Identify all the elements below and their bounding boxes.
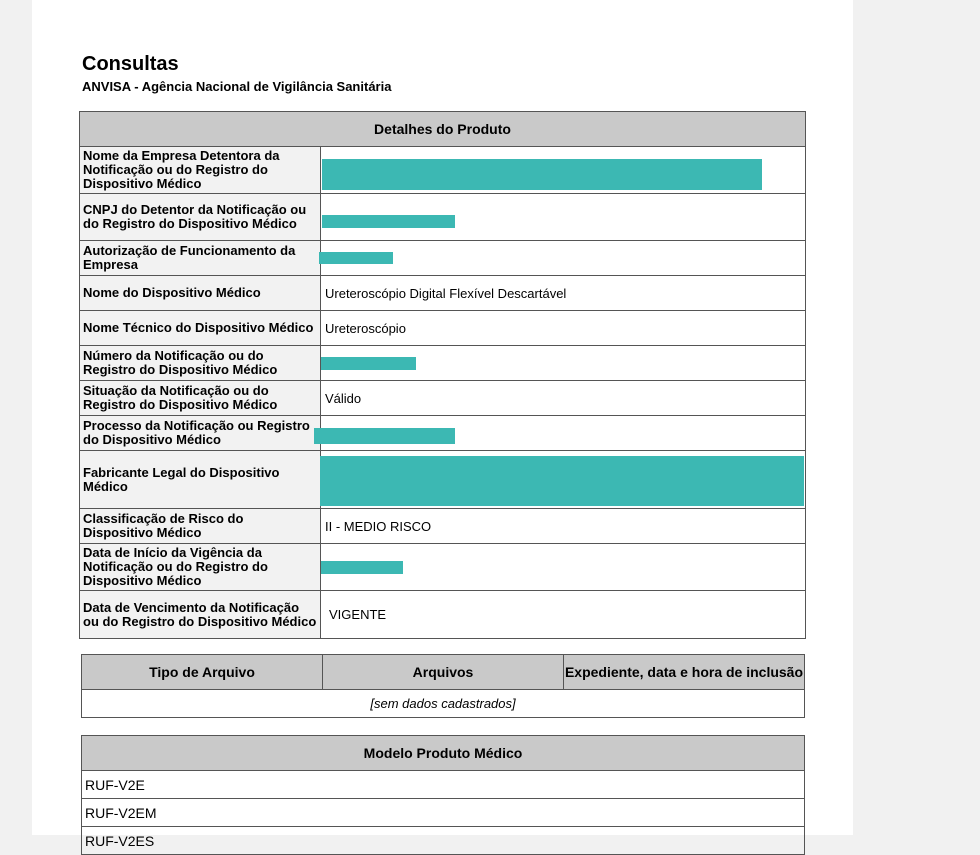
details-row <box>80 311 805 346</box>
files-empty-message: [sem dados cadastrados] <box>370 696 516 711</box>
models-table <box>81 735 805 855</box>
details-label: Autorização de Funcionamento da Empresa <box>80 241 321 275</box>
redaction-block <box>321 561 403 574</box>
details-value <box>321 276 805 310</box>
files-table <box>81 654 805 718</box>
details-row <box>80 591 805 638</box>
details-row <box>80 544 805 591</box>
details-value <box>321 544 805 590</box>
redaction-block <box>314 428 455 444</box>
details-label: Nome do Dispositivo Médico <box>80 276 321 310</box>
details-label: Fabricante Legal do Dispositivo Médico <box>80 451 321 508</box>
details-value <box>321 451 805 508</box>
details-value-text: II - MEDIO RISCO <box>325 518 432 534</box>
redaction-block <box>319 252 393 264</box>
model-row: RUF-V2EM <box>82 799 804 827</box>
redaction-block <box>321 357 416 370</box>
details-label: Classificação de Risco do Dispositivo Médico <box>80 509 321 543</box>
details-value <box>321 509 805 543</box>
details-row <box>80 194 805 241</box>
details-label: CNPJ do Detentor da Notificação ou do Registro do Dispositivo Médico <box>80 194 321 240</box>
page-subtitle: ANVISA - Agência Nacional de Vigilância Sanitária <box>82 79 392 94</box>
files-column-header: Expediente, data e hora de inclusão <box>564 664 804 680</box>
details-value <box>321 416 805 450</box>
details-value <box>321 241 805 275</box>
details-label: Número da Notificação ou do Registro do Dispositivo Médico <box>80 346 321 380</box>
model-row: RUF-V2ES <box>82 827 804 855</box>
model-row: RUF-V2E <box>82 771 804 799</box>
redaction-block <box>322 215 455 228</box>
details-value-text: VIGENTE <box>329 607 387 622</box>
details-label: Data de Início da Vigência da Notificação ou do Registro do Dispositivo Médico <box>80 544 321 590</box>
details-row <box>80 416 805 451</box>
product-details-table <box>79 111 806 639</box>
details-value-text: Ureteroscópio Digital Flexível Descartável <box>325 285 567 301</box>
files-header-row <box>82 655 804 690</box>
details-row <box>80 346 805 381</box>
document-page <box>32 0 853 849</box>
details-value-text: Ureteroscópio <box>325 320 406 336</box>
details-value <box>321 147 805 193</box>
details-title: Detalhes do Produto <box>80 112 805 147</box>
files-column-header: Tipo de Arquivo <box>82 655 323 689</box>
details-row <box>80 451 805 509</box>
details-value <box>321 381 805 415</box>
details-label: Nome da Empresa Detentora da Notificação ou do Registro do Dispositivo Médico <box>80 147 321 193</box>
files-column-header: Arquivos <box>323 655 564 689</box>
details-row <box>80 509 805 544</box>
redaction-block <box>322 159 762 190</box>
details-value <box>321 194 805 240</box>
details-label: Processo da Notificação ou Registro do Dispositivo Médico <box>80 416 321 450</box>
details-value <box>321 591 805 638</box>
details-row <box>80 147 805 194</box>
details-label: Situação da Notificação ou do Registro do Dispositivo Médico <box>80 381 321 415</box>
details-value <box>321 311 805 345</box>
details-row <box>80 381 805 416</box>
details-label: Nome Técnico do Dispositivo Médico <box>80 311 321 345</box>
details-value-text: Válido <box>325 390 362 406</box>
details-row <box>80 241 805 276</box>
redaction-block <box>320 456 804 506</box>
details-row <box>80 276 805 311</box>
page-title: Consultas <box>82 53 179 75</box>
details-value <box>321 346 805 380</box>
details-label: Data de Vencimento da Notificação ou do Registro do Dispositivo Médico <box>80 591 321 638</box>
models-title: Modelo Produto Médico <box>82 736 804 771</box>
